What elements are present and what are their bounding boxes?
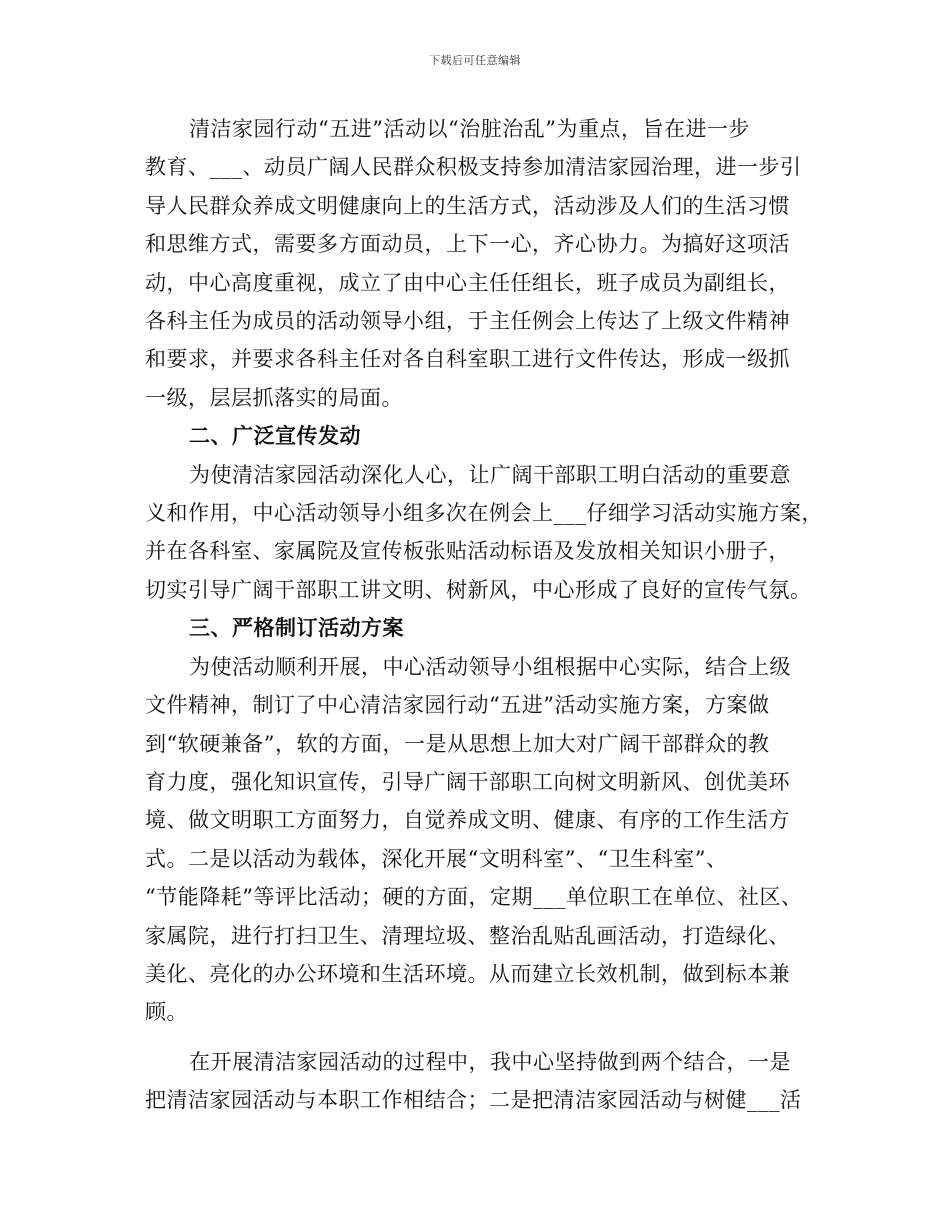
text-line: 为使活动顺利开展，中心活动领导小组根据中心实际，结合上级 <box>189 654 791 679</box>
paragraph-intro <box>145 110 835 417</box>
document-body <box>145 110 835 1120</box>
text-line: 文件精神，制订了中心清洁家园行动“五进”活动实施方案，方案做 <box>145 693 770 718</box>
section-heading-plan: 三、严格制订活动方案 <box>189 616 404 641</box>
text-line: 一级，层层抓落实的局面。 <box>145 385 403 410</box>
page-header-note: 下载后可任意编辑 <box>429 54 521 67</box>
paragraph-plan <box>145 648 835 1032</box>
paragraph-publicity <box>145 456 835 610</box>
text-line: 并在各科室、家属院及宣传板张贴活动标语及发放相关知识小册子， <box>145 539 790 564</box>
text-line: “节能降耗”等评比活动；硬的方面，定期___单位职工在单位、社区、 <box>145 885 803 910</box>
text-line: 切实引导广阔干部职工讲文明、树新风，中心形成了良好的宣传气氛。 <box>145 577 812 602</box>
text-line: 动，中心高度重视，成立了由中心主任任组长，班子成员为副组长， <box>145 270 790 295</box>
text-line: 在开展清洁家园活动的过程中，我中心坚持做到两个结合，一是 <box>189 1049 791 1074</box>
paragraph-combination <box>145 1043 835 1120</box>
text-line: 义和作用，中心活动领导小组多次在例会上___仔细学习活动实施方案， <box>145 501 823 526</box>
text-line: 和思维方式，需要多方面动员，上下一心，齐心协力。为搞好这项活 <box>145 232 790 257</box>
text-line: 和要求，并要求各科主任对各自科室职工进行文件传达，形成一级抓 <box>145 347 790 372</box>
text-line: 教育、___、动员广阔人民群众积极支持参加清洁家园治理，进一步引 <box>145 155 802 180</box>
text-line: 导人民群众养成文明健康向上的生活方式，活动涉及人们的生活习惯 <box>145 193 790 218</box>
text-line: 清洁家园行动“五进”活动以“治脏治乱”为重点，旨在进一步 <box>189 117 750 141</box>
text-line: 各科主任为成员的活动领导小组，于主任例会上传达了上级文件精神 <box>145 309 790 334</box>
text-line: 家属院，进行打扫卫生、清理垃圾、整治乱贴乱画活动，打造绿化、 <box>145 923 790 948</box>
text-line: 美化、亮化的办公环境和生活环境。从而建立长效机制，做到标本兼 <box>145 961 790 986</box>
section-heading-publicity: 二、广泛宣传发动 <box>189 424 361 449</box>
text-line: 到“软硬兼备”，软的方面，一是从思想上加大对广阔干部群众的教 <box>145 731 770 756</box>
text-line: 顾。 <box>145 1000 188 1025</box>
text-line: 把清洁家园活动与本职工作相结合；二是把清洁家园活动与树健___活 <box>145 1088 802 1113</box>
text-line: 为使清洁家园活动深化人心，让广阔干部职工明白活动的重要意 <box>189 462 791 487</box>
text-line: 式。二是以活动为载体，深化开展“文明科室”、“卫生科室”、 <box>145 846 728 871</box>
text-line: 育力度，强化知识宣传，引导广阔干部职工向树文明新风、创优美环 <box>145 769 790 794</box>
text-line: 境、做文明职工方面努力，自觉养成文明、健康、有序的工作生活方 <box>145 808 790 833</box>
